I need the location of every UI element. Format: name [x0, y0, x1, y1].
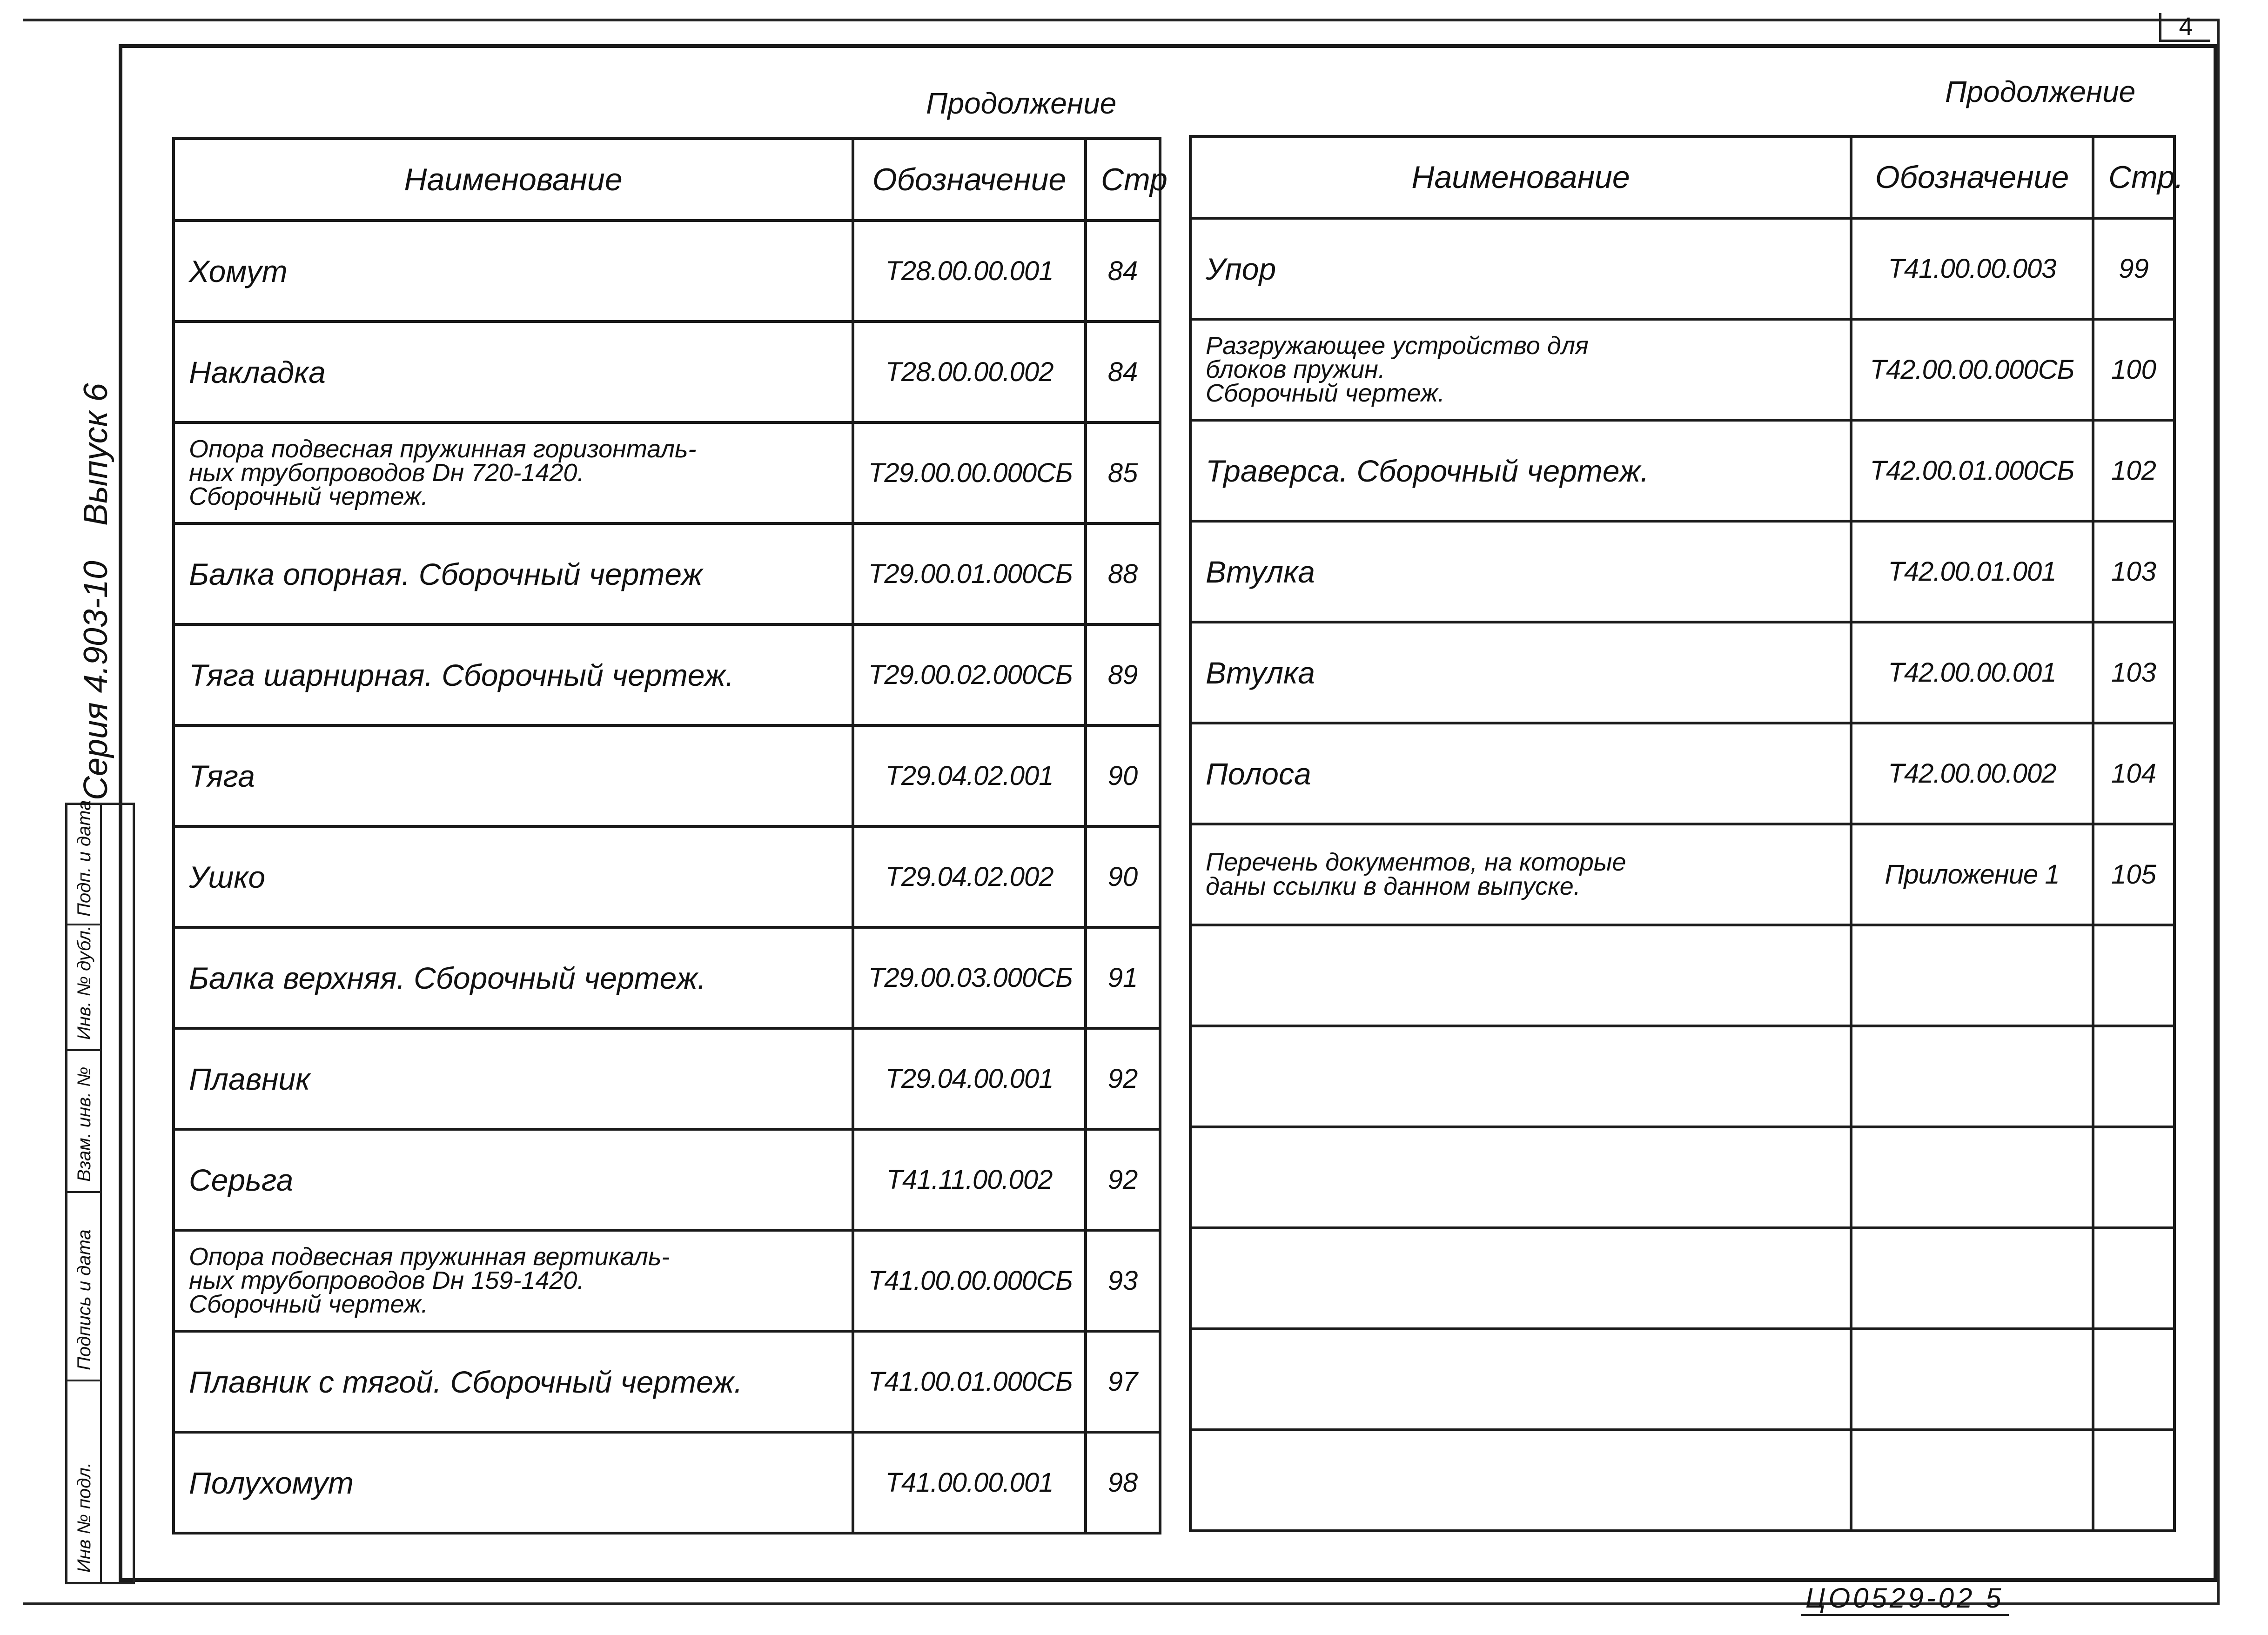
cell-code: Т29.04.02.001 [853, 725, 1086, 826]
header-code: Обозначение [853, 139, 1086, 221]
stamp-label-dup: Инв. № дубл. [74, 925, 94, 1040]
cell-name: Плавник с тягой. Сборочный чертеж. [174, 1331, 853, 1432]
table-row [1190, 1329, 2174, 1430]
cell-code: Приложение 1 [1851, 824, 2093, 925]
cell-name [1190, 925, 1851, 1026]
table-row [1190, 1430, 2174, 1531]
cell-page: 88 [1086, 523, 1160, 624]
cell-code: Т42.00.00.001 [1851, 622, 2093, 723]
cell-name: Накладка [174, 322, 853, 422]
cell-name: Плавник [174, 1028, 853, 1129]
cell-code: Т29.00.01.000СБ [853, 523, 1086, 624]
cell-name: Полоса [1190, 723, 1851, 824]
table-row [1190, 1026, 2174, 1127]
stamp-divider [67, 1049, 100, 1051]
cell-name: Балка опорная. Сборочный чертеж [174, 523, 853, 624]
table-row [174, 725, 1160, 826]
header-page: Стр. [2093, 136, 2174, 218]
cell-name: Опора подвесная пружинная вертикаль- ных трубопроводов Dн 159-1420. Сборочный чертеж. [174, 1230, 853, 1331]
cell-code [1851, 1127, 2093, 1228]
table-row [1190, 420, 2174, 521]
cell-name: Тяга шарнирная. Сборочный чертеж. [174, 624, 853, 725]
cell-page: 100 [2093, 319, 2174, 420]
stamp-divider [67, 1191, 100, 1193]
cell-code: Т28.00.00.002 [853, 322, 1086, 422]
cell-code: Т42.00.00.002 [1851, 723, 2093, 824]
cell-page [2093, 925, 2174, 1026]
cell-page [2093, 1127, 2174, 1228]
cell-name: Опора подвесная пружинная горизонталь- ных трубопроводов Dн 720-1420. Сборочный чертеж. [174, 422, 853, 523]
stamp-label-replace: Взам. инв. № [74, 1066, 94, 1182]
right-continuation-label: Продолжение [1945, 75, 2136, 108]
cell-code: Т29.00.03.000СБ [853, 927, 1086, 1028]
cell-page: 97 [1086, 1331, 1160, 1432]
cell-page: 89 [1086, 624, 1160, 725]
cell-code [1851, 925, 2093, 1026]
table-row [1190, 723, 2174, 824]
table-row [174, 422, 1160, 523]
cell-name: Серьга [174, 1129, 853, 1230]
table-row [174, 1432, 1160, 1533]
table-row [174, 826, 1160, 927]
cell-name: Перечень документов, на которые даны ссылки в данном выпуске. [1190, 824, 1851, 925]
cell-page: 103 [2093, 622, 2174, 723]
cell-name: Траверса. Сборочный чертеж. [1190, 420, 1851, 521]
cell-name: Полухомут [174, 1432, 853, 1533]
cell-code: Т29.04.00.001 [853, 1028, 1086, 1129]
cell-code [1851, 1329, 2093, 1430]
stamp-divider [67, 1380, 100, 1381]
right-spec-table [1189, 135, 2184, 1532]
table-header-row [174, 139, 1160, 221]
stamp-label-inv: Инв № подл. [74, 1462, 94, 1573]
cell-name: Ушко [174, 826, 853, 927]
cell-code: Т41.00.00.003 [1851, 218, 2093, 319]
cell-code: Т42.00.01.000СБ [1851, 420, 2093, 521]
cell-name: Упор [1190, 218, 1851, 319]
series-label: Серия 4.903-10 [77, 561, 114, 800]
cell-code: Т41.00.00.001 [853, 1432, 1086, 1533]
cell-page: 92 [1086, 1129, 1160, 1230]
cell-code: Т29.04.02.002 [853, 826, 1086, 927]
table-row [1190, 1228, 2174, 1329]
page-number: 4 [2159, 13, 2210, 42]
document-code: ЦО0529-02 5 [1801, 1582, 2009, 1616]
cell-name: Разгружающее устройство для блоков пружин. Сборочный чертеж. [1190, 319, 1851, 420]
cell-code [1851, 1228, 2093, 1329]
stamp-label-sign: Подпись и дата [74, 1229, 94, 1370]
cell-name: Тяга [174, 725, 853, 826]
table-row [174, 322, 1160, 422]
cell-code: Т41.11.00.002 [853, 1129, 1086, 1230]
table-row [174, 1129, 1160, 1230]
cell-code: Т28.00.00.001 [853, 221, 1086, 322]
cell-page: 99 [2093, 218, 2174, 319]
table-row [1190, 824, 2174, 925]
cell-name [1190, 1026, 1851, 1127]
table-row [1190, 521, 2174, 622]
cell-page: 93 [1086, 1230, 1160, 1331]
cell-page: 84 [1086, 221, 1160, 322]
header-name: Наименование [174, 139, 853, 221]
cell-page [2093, 1329, 2174, 1430]
cell-name: Балка верхняя. Сборочный чертеж. [174, 927, 853, 1028]
table-header-row [1190, 136, 2174, 218]
table-row [1190, 218, 2174, 319]
cell-code [1851, 1430, 2093, 1531]
cell-name [1190, 1430, 1851, 1531]
cell-page: 102 [2093, 420, 2174, 521]
issue-label: Выпуск 6 [77, 383, 114, 526]
approval-stamp [65, 800, 135, 1584]
cell-name: Хомут [174, 221, 853, 322]
cell-page [2093, 1026, 2174, 1127]
cell-page: 105 [2093, 824, 2174, 925]
cell-page: 104 [2093, 723, 2174, 824]
cell-page [2093, 1430, 2174, 1531]
cell-code: Т42.00.01.001 [1851, 521, 2093, 622]
header-code: Обозначение [1851, 136, 2093, 218]
cell-code: Т41.00.01.000СБ [853, 1331, 1086, 1432]
cell-page: 90 [1086, 725, 1160, 826]
cell-code: Т29.00.02.000СБ [853, 624, 1086, 725]
table-row [1190, 925, 2174, 1026]
table-row [174, 523, 1160, 624]
table-row [174, 1331, 1160, 1432]
cell-page [2093, 1228, 2174, 1329]
table-row [1190, 622, 2174, 723]
left-spec-table [172, 137, 1168, 1534]
left-continuation-label: Продолжение [926, 87, 1117, 120]
cell-page: 98 [1086, 1432, 1160, 1533]
table-row [1190, 319, 2174, 420]
header-name: Наименование [1190, 136, 1851, 218]
cell-page: 91 [1086, 927, 1160, 1028]
table-row [174, 1230, 1160, 1331]
table-row [174, 927, 1160, 1028]
cell-name [1190, 1127, 1851, 1228]
cell-page: 103 [2093, 521, 2174, 622]
table-row [174, 624, 1160, 725]
table-row [1190, 1127, 2174, 1228]
cell-code: Т29.00.00.000СБ [853, 422, 1086, 523]
cell-name: Втулка [1190, 622, 1851, 723]
table-row [174, 1028, 1160, 1129]
cell-page: 85 [1086, 422, 1160, 523]
cell-code [1851, 1026, 2093, 1127]
cell-name [1190, 1329, 1851, 1430]
cell-page: 90 [1086, 826, 1160, 927]
cell-page: 92 [1086, 1028, 1160, 1129]
stamp-label-date: Подп. и дата [74, 800, 94, 917]
header-page: Стр [1086, 139, 1160, 221]
table-row [174, 221, 1160, 322]
cell-code: Т42.00.00.000СБ [1851, 319, 2093, 420]
cell-code: Т41.00.00.000СБ [853, 1230, 1086, 1331]
cell-page: 84 [1086, 322, 1160, 422]
cell-name: Втулка [1190, 521, 1851, 622]
cell-name [1190, 1228, 1851, 1329]
